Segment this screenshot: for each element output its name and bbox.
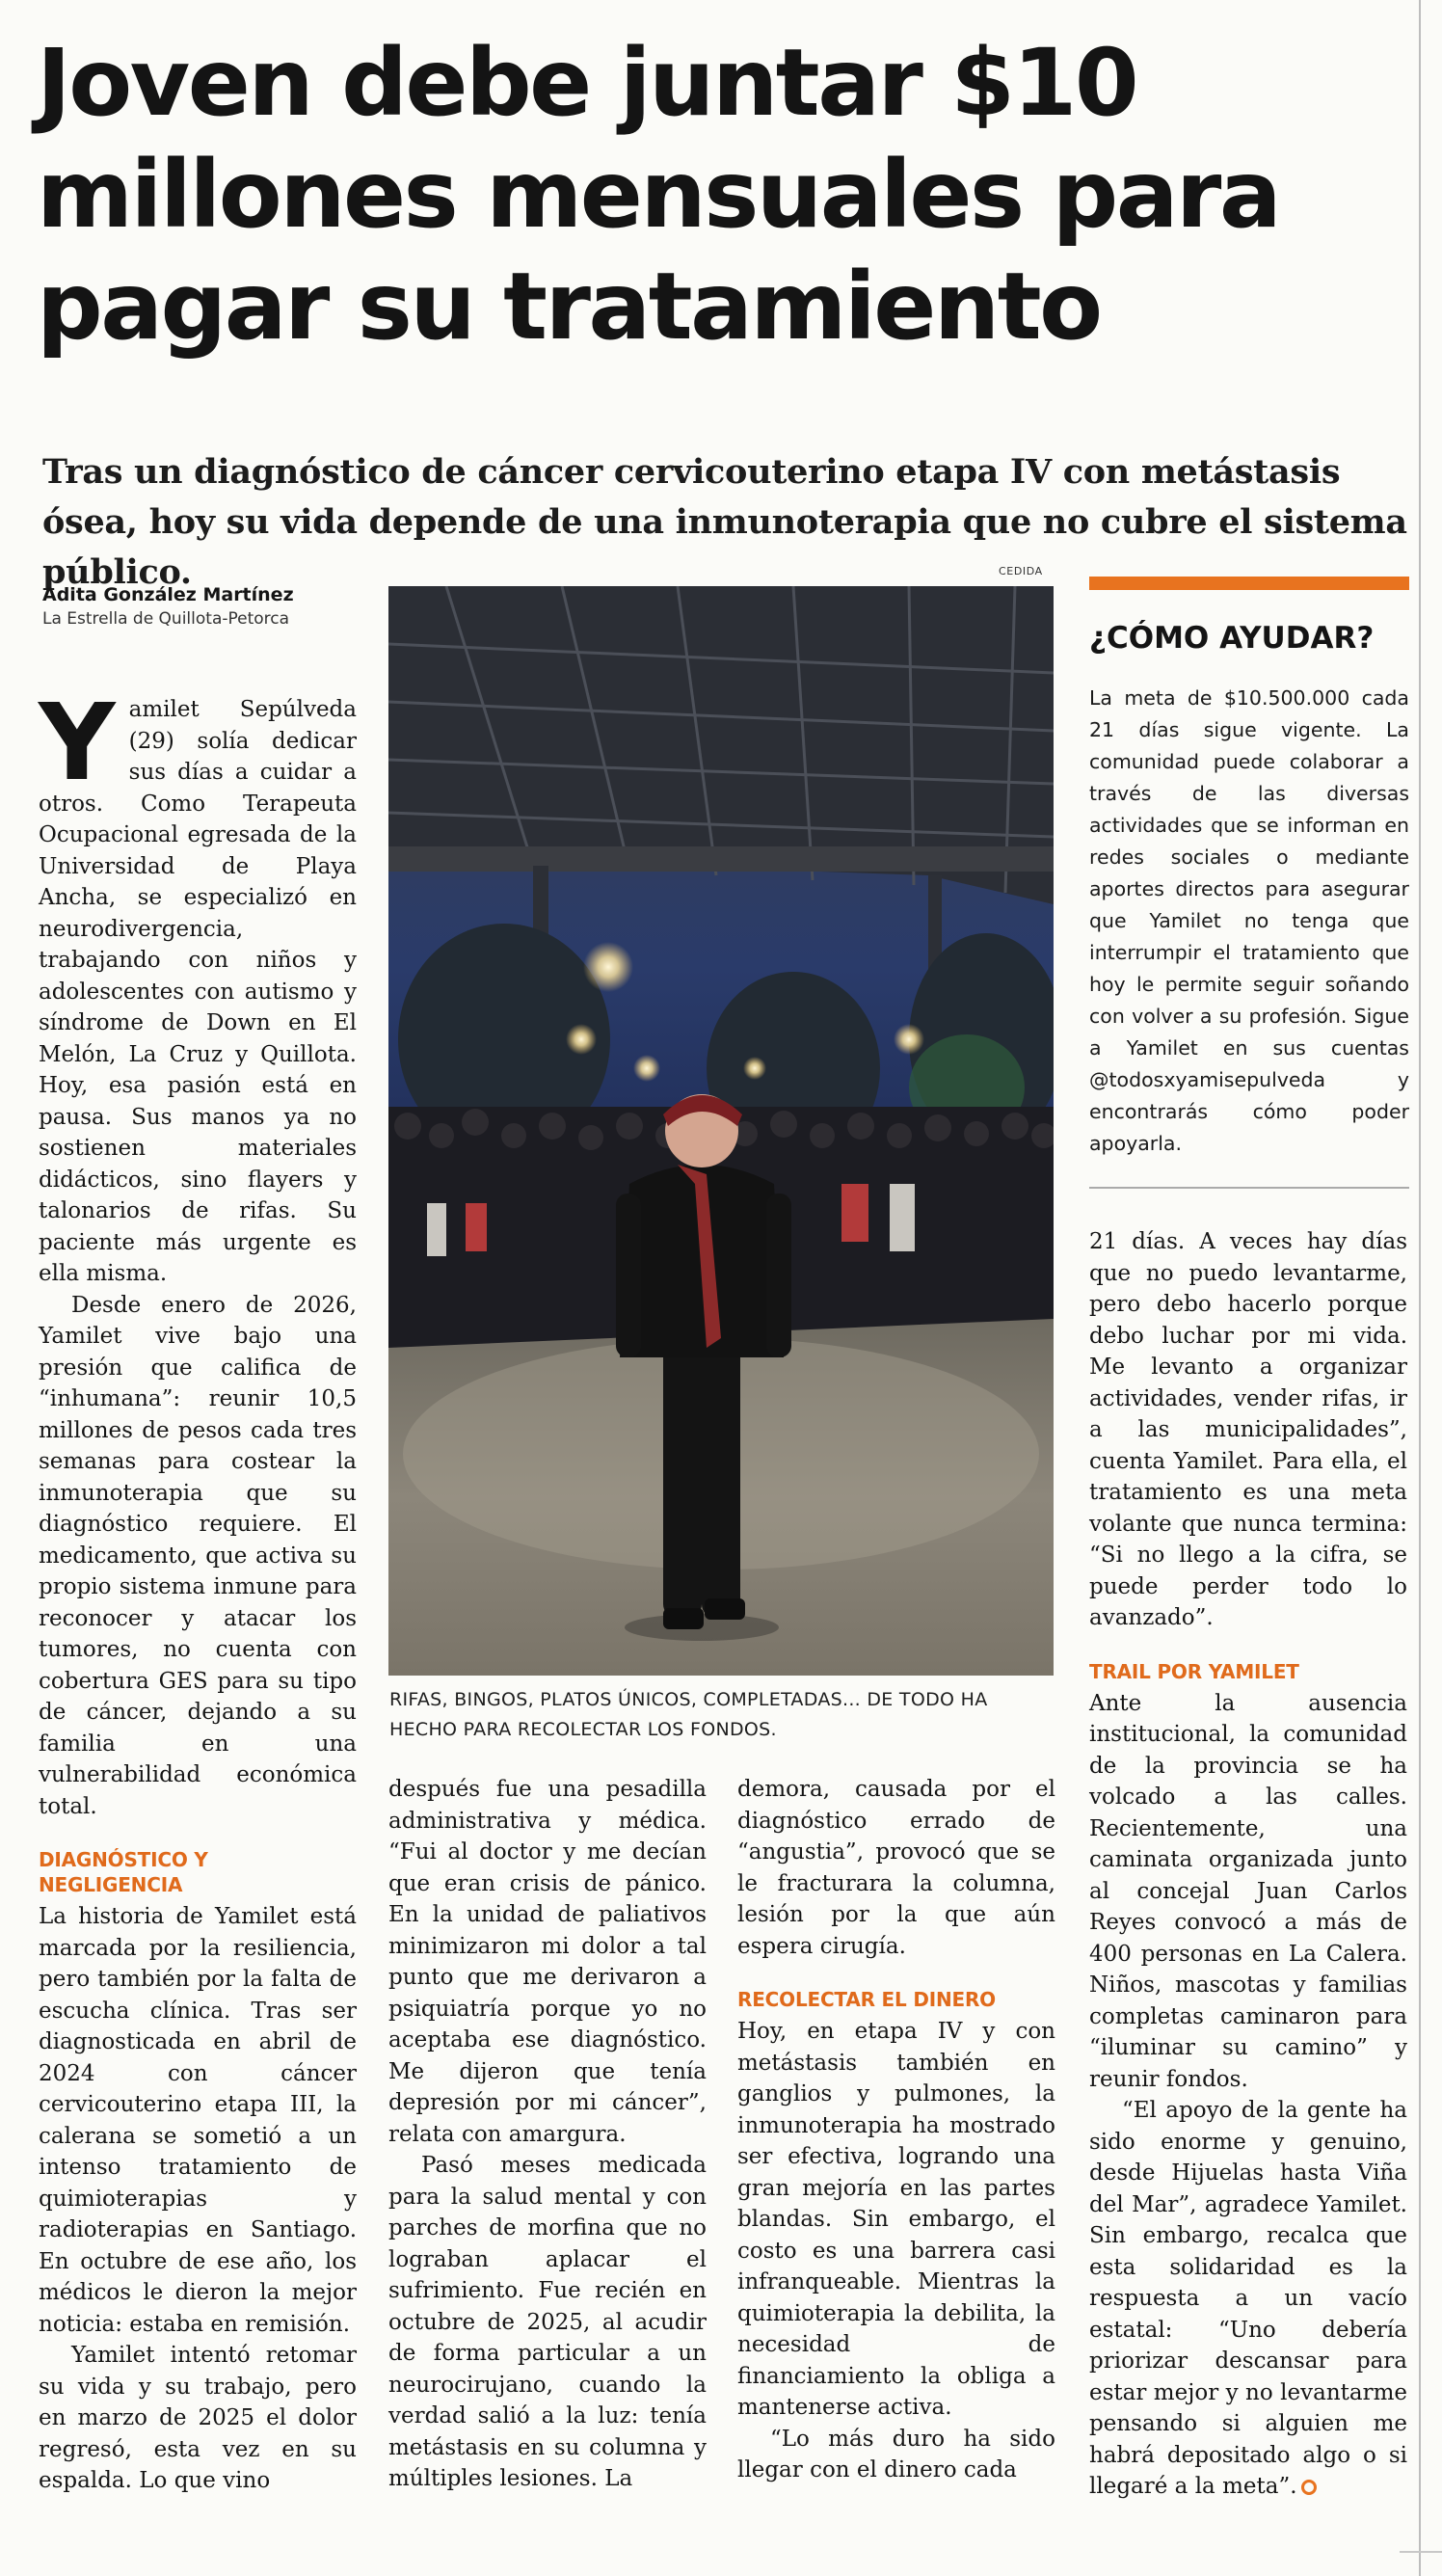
byline <box>42 582 370 631</box>
body-paragraph: demora, causada por el diagnóstico errado de “angustia”, provocó que se le fracturara la columna, lesión por la que aún espera cirugía. <box>737 1777 1055 1959</box>
closing-text: “El apoyo de la gente ha sido enorme y genuino, desde Hijuelas hasta Viña del Mar”, agradece Yamilet. Sin embargo, recalca que esta solidaridad es la respuesta a un vacío estatal: “Uno debería priorizar descansar para estar mejor y no levantarme pensando si alguien me habrá depositado algo o si llegaré a la meta”. <box>1089 2098 1407 2499</box>
sidebar-divider <box>1089 1187 1409 1189</box>
column-3 <box>737 1774 1055 2486</box>
lead-text: amilet Sepúlveda (29) solía dedicar sus días a cuidar a otros. Como Terapeuta Ocupacional egresada de la Universidad de Playa Ancha, se especializó en neurodivergencia, trabajando con niños y adolescentes con autismo y síndrome de Down en El Melón, La Cruz y Quillota. Hoy, esa pasión está en pausa. Sus manos ya no sostienen materiales didácticos, sino flayers y talonarios de rifas. Su paciente más urgente es ella misma. <box>39 697 357 1286</box>
page-edge-rule <box>1419 0 1421 2576</box>
body-paragraph: “Lo más duro ha sido llegar con el dinero cada <box>737 2426 1055 2482</box>
photo-illustration <box>388 586 1054 1676</box>
column-2 <box>388 1774 707 2495</box>
lead-paragraph <box>39 681 357 1290</box>
section-heading-diagnostico: DIAGNÓSTICO Y NEGLIGENCIA <box>39 1848 208 1896</box>
photo-caption: RIFAS, BINGOS, PLATOS ÚNICOS, COMPLETADAS... DE TODO HA HECHO PARA RECOLECTAR LOS FONDOS. <box>389 1689 988 1740</box>
body-paragraph: 21 días. A veces hay días que no puedo levantarme, pero debo hacerlo porque debo luchar por mi vida. Me levanto a organizar actividades, vender rifas, ir a las municipalidades”, cuenta Yamilet. Para ella, el tratamiento es una meta volante que nunca termina: “Si no llego a la cifra, se puede perder todo lo avanzado”. <box>1089 1229 1407 1630</box>
how-to-help-title: ¿CÓMO AYUDAR? <box>1089 621 1375 656</box>
closing-paragraph <box>1089 2095 1407 2503</box>
body-paragraph: después fue una pesadilla administrativa y médica. “Fui al doctor y me decían que eran crisis de pánico. En la unidad de paliativos minimizaron mi dolor a tal punto que me derivaron a psiquiatría porque yo no aceptaba ese diagnóstico. Me dijeron que tenía depresión por mi cáncer”, relata con amargura. <box>388 1777 707 2147</box>
body-paragraph: Ante la ausencia institucional, la comunidad de la provincia se ha volcado a las calles. Recientemente, una caminata organizada junto al concejal Juan Carlos Reyes convocó a más de 400 personas en La Calera. Niños, mascotas y familias completas caminaron para “iluminar su camino” y reunir fondos. <box>1089 1690 1407 2092</box>
photo-credit: CEDIDA <box>999 565 1043 577</box>
end-mark-icon <box>1301 2480 1317 2495</box>
body-paragraph: Pasó meses medicada para la salud mental y con parches de morfina que no lograban aplacar el sufrimiento. Fue recién en octubre de 2025, al acudir de forma particular a un neurocirujano, cuando la verdad salió a la luz: tenía metástasis en su columna y múltiples lesiones. La <box>388 2153 707 2491</box>
section-heading-trail: TRAIL POR YAMILET <box>1089 1659 1299 1683</box>
drop-cap: Y <box>39 681 116 804</box>
how-to-help-text: La meta de $10.500.000 cada 21 días sigue vigente. La comunidad puede colaborar a través de las diversas actividades que se informan en redes sociales o mediante aportes directos para asegurar que Yamilet no tenga que interrumpir el tratamiento que hoy le permite seguir soñando con volver a su profesión. Sigue a Yamilet en sus cuentas @todosxyamisepulveda y encontrarás cómo poder apoyarla. <box>1089 686 1409 1155</box>
article-photo <box>388 586 1054 1676</box>
section-heading-recolectar: RECOLECTAR EL DINERO <box>737 1988 996 2011</box>
how-to-help-box <box>1089 577 1409 1189</box>
column-4 <box>1089 1226 1407 2503</box>
body-paragraph: Yamilet intentó retomar su vida y su trabajo, pero en marzo de 2025 el dolor regresó, esta vez en su espalda. Lo que vino <box>39 2343 357 2493</box>
headline: Joven debe juntar $10 millones mensuales para pagar su tratamiento <box>37 29 1280 361</box>
body-paragraph: Hoy, en etapa IV y con metástasis también en ganglios y pulmones, la inmunoterapia ha mostrado ser efectiva, logrando una gran mejoría en las partes blandas. Sin embargo, el costo es una barrera casi infranqueable. Mientras la quimioterapia la debilita, la necesidad de financiamiento la obliga a mantenerse activa. <box>737 2019 1055 2420</box>
page-corner-rule <box>1400 2551 1442 2553</box>
column-1 <box>39 681 357 2497</box>
body-paragraph: Desde enero de 2026, Yamilet vive bajo una presión que califica de “inhumana”: reunir 10,5 millones de pesos cada tres semanas para costear la inmunoterapia que su diagnóstico requiere. El medicamento, que activa su propio sistema inmune para reconocer y atacar los tumores, no cuenta con cobertura GES para su tipo de cáncer, dejando a su familia en una vulnerabilidad económica total. <box>39 1292 357 1819</box>
outlet-name: La Estrella de Quillota-Petorca <box>42 609 290 629</box>
author-name: Adita González Martínez <box>42 584 294 605</box>
body-paragraph: La historia de Yamilet está marcada por la resiliencia, pero también por la falta de escucha clínica. Tras ser diagnosticada en abril de 2024 con cáncer cervicouterino etapa III, la calerana se sometió a un intenso tratamiento de quimioterapias y radioterapias en Santiago. En octubre de ese año, los médicos le dieron la mejor noticia: estaba en remisión. <box>39 1904 357 2337</box>
subheadline: Tras un diagnóstico de cáncer cervicouterino etapa IV con metástasis ósea, hoy su vida depende de una inmunoterapia que no cubre el sistema público. <box>42 452 1407 592</box>
